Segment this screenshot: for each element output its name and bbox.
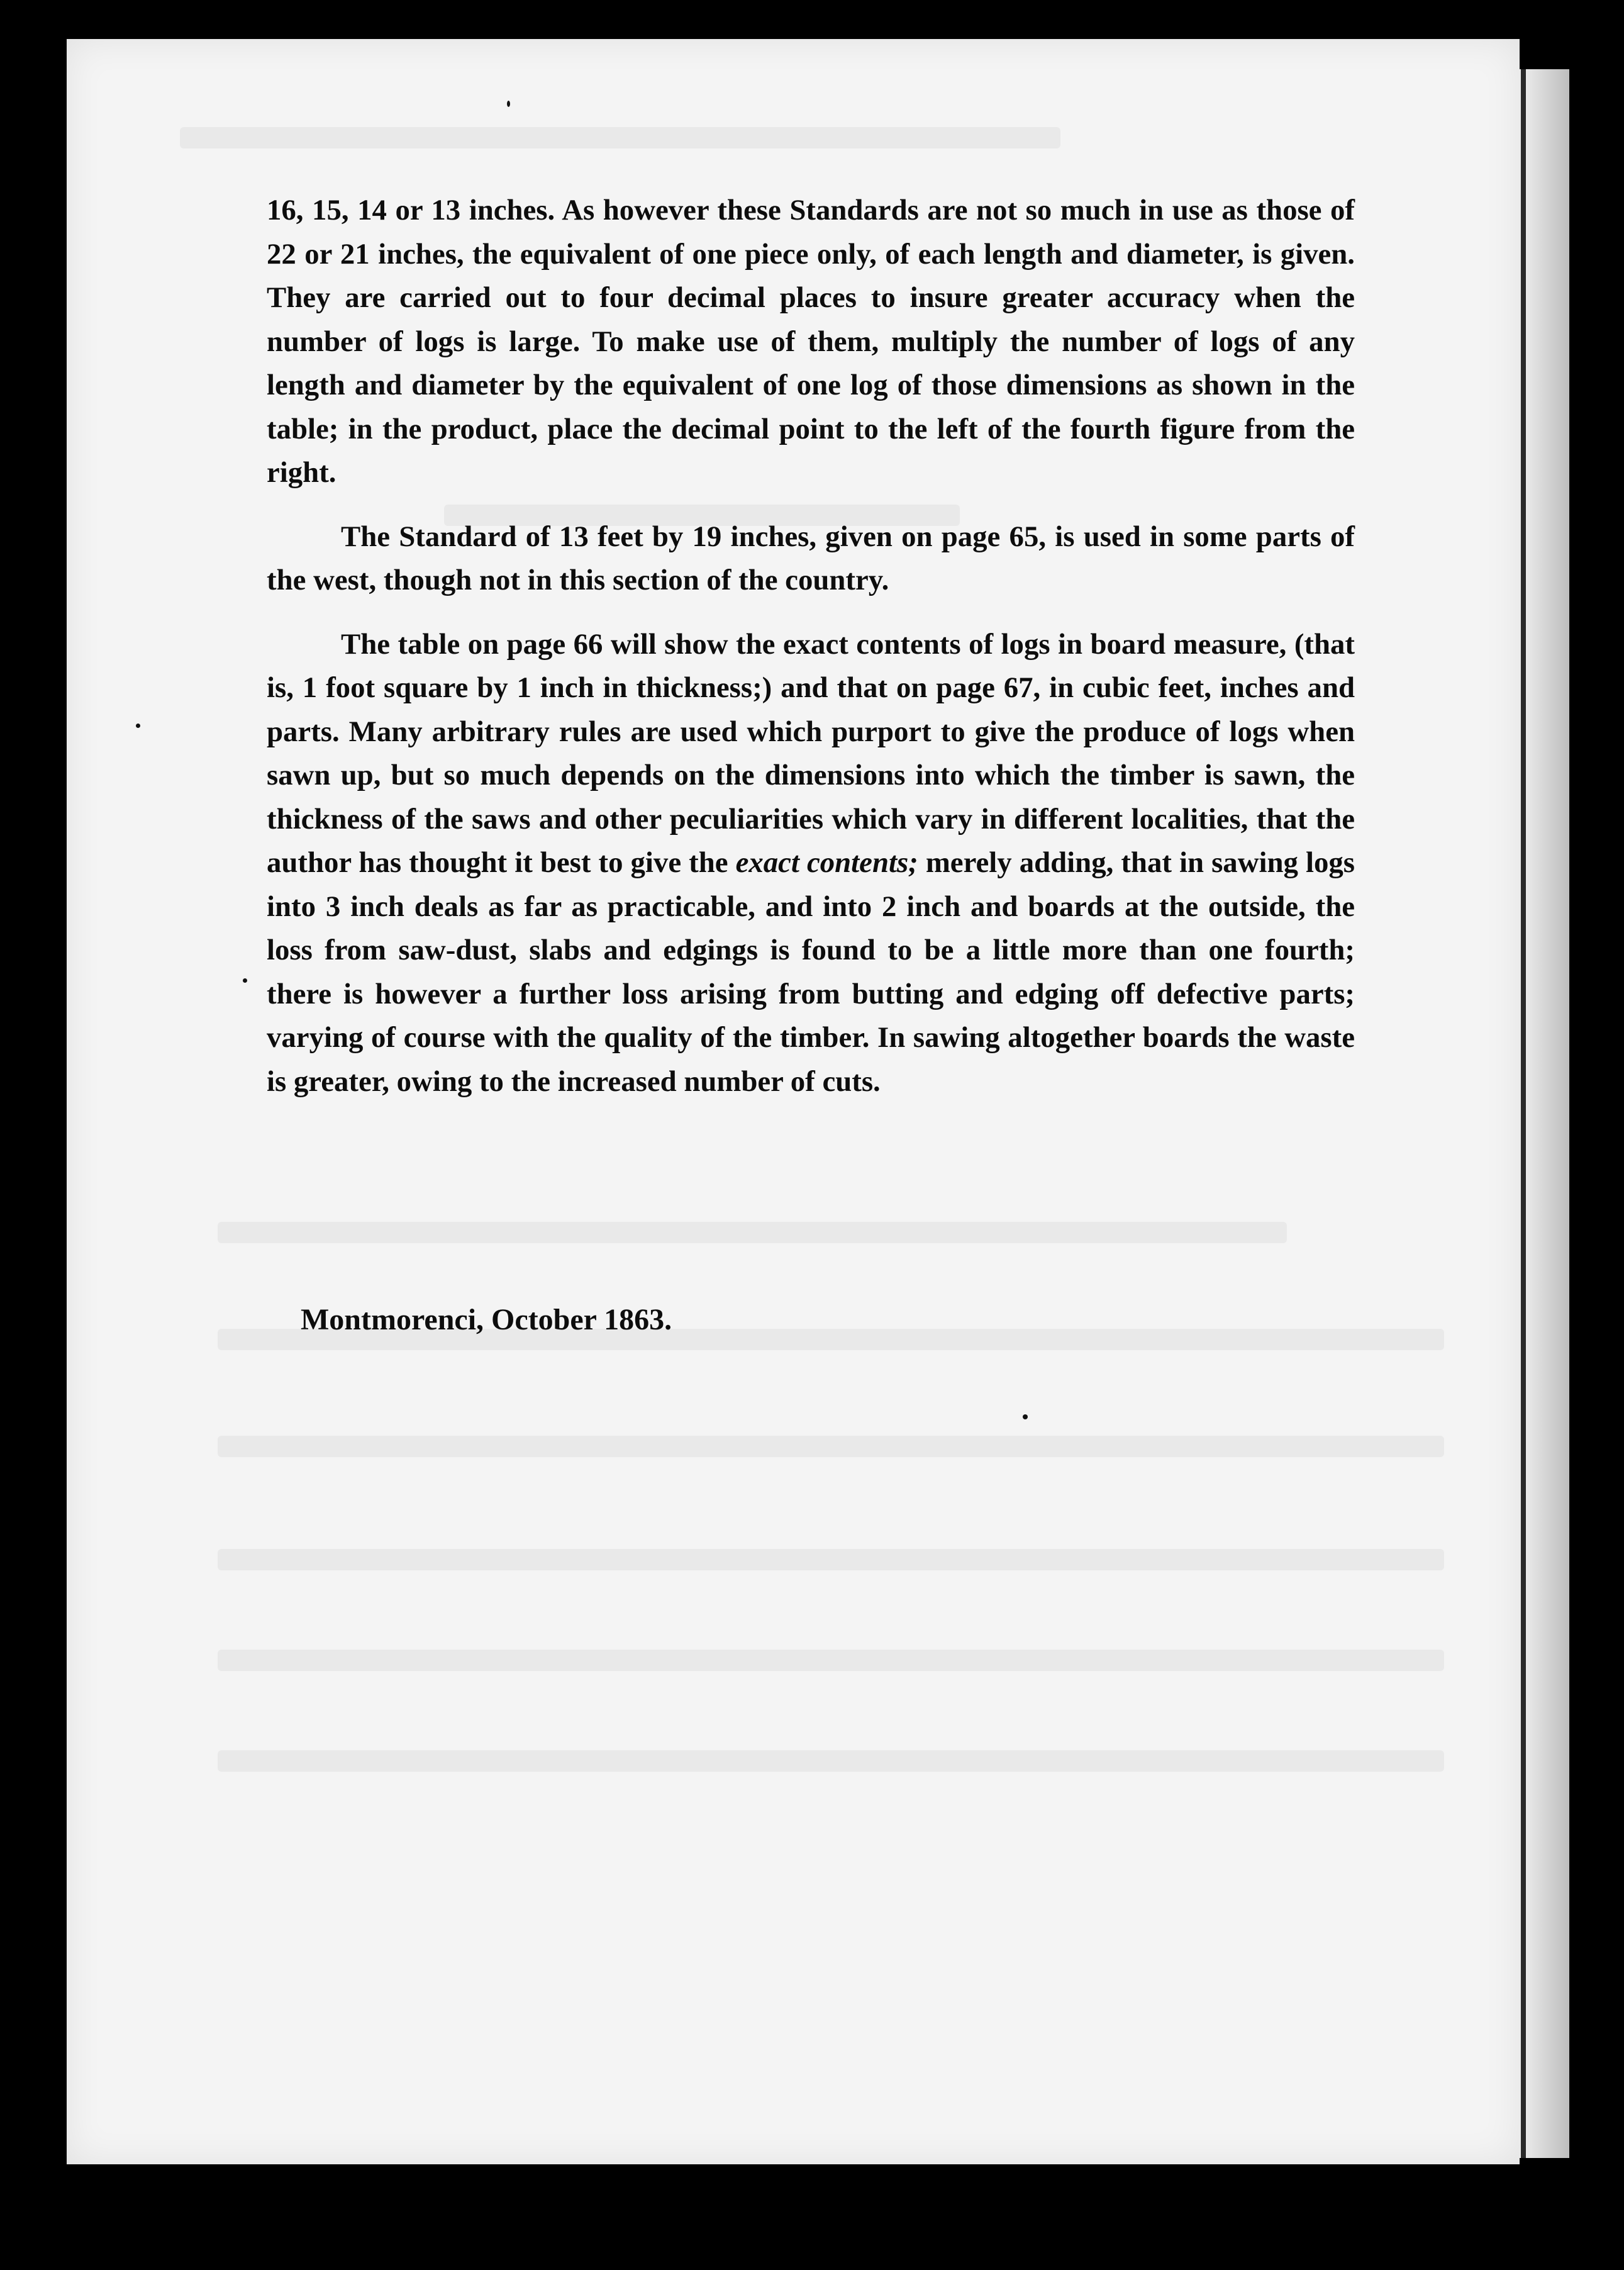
bleed-through-mark	[218, 1750, 1444, 1772]
paragraph-text: merely adding, that in sawing logs into 3 inch deals as far as practicable, and into 2 inch and boards at the outside, the loss from saw-dust, slabs and edgings is found to be a little more than one fourth; there is however a further loss arising from butting and edging off defective parts; varying of course with the quality of the timber. In sawing altogether boards the waste is greater, owing to the increased number of cuts.	[267, 846, 1355, 1098]
scan-speck	[1023, 1414, 1028, 1419]
bleed-through-mark	[218, 1549, 1444, 1570]
body-text	[267, 189, 1355, 1124]
paragraph-standards: 16, 15, 14 or 13 inches. As however these Standards are not so much in use as those of 22 or 21 inches, the equivalent of one piece only, of each length and diameter, is given. They are carried out to four decimal places to insure greater accuracy when the number of logs is large. To make use of them, multiply the number of logs of any length and diameter by the equivalent of one log of those dimensions as shown in the table; in the product, place the decimal point to the left of the fourth figure from the right.	[267, 194, 1355, 489]
italic-phrase: exact contents;	[735, 846, 918, 879]
paragraph-text: The table on page 66 will show the exact contents of logs in board measure, (that is, 1 foot square by 1 inch in thickness;) and that on page 67, in cubic feet, inches and parts. Many arbitrary rules are used which purport to give the produce of logs when sawn up, but so much depends on the dimensions into which the timber is sawn, the thickness of the saws and other peculiarities which vary in different localities, that the author has thought it best to give the	[267, 627, 1355, 879]
paragraph-table-contents	[267, 623, 1355, 1104]
paragraph-standard-13-feet: The Standard of 13 feet by 19 inches, given on page 65, is used in some parts of the west, though not in this section of the country.	[267, 520, 1355, 596]
scan-speck	[136, 724, 140, 728]
binding-thread	[1521, 69, 1526, 2158]
bleed-through-mark	[218, 1436, 1444, 1457]
place-and-date: Montmorenci, October 1863.	[301, 1303, 672, 1336]
bleed-through-mark	[218, 1222, 1287, 1243]
scan-speck	[243, 978, 247, 983]
bleed-through-mark	[180, 127, 1060, 148]
scan-speck	[507, 101, 510, 107]
bleed-through-mark	[218, 1650, 1444, 1671]
